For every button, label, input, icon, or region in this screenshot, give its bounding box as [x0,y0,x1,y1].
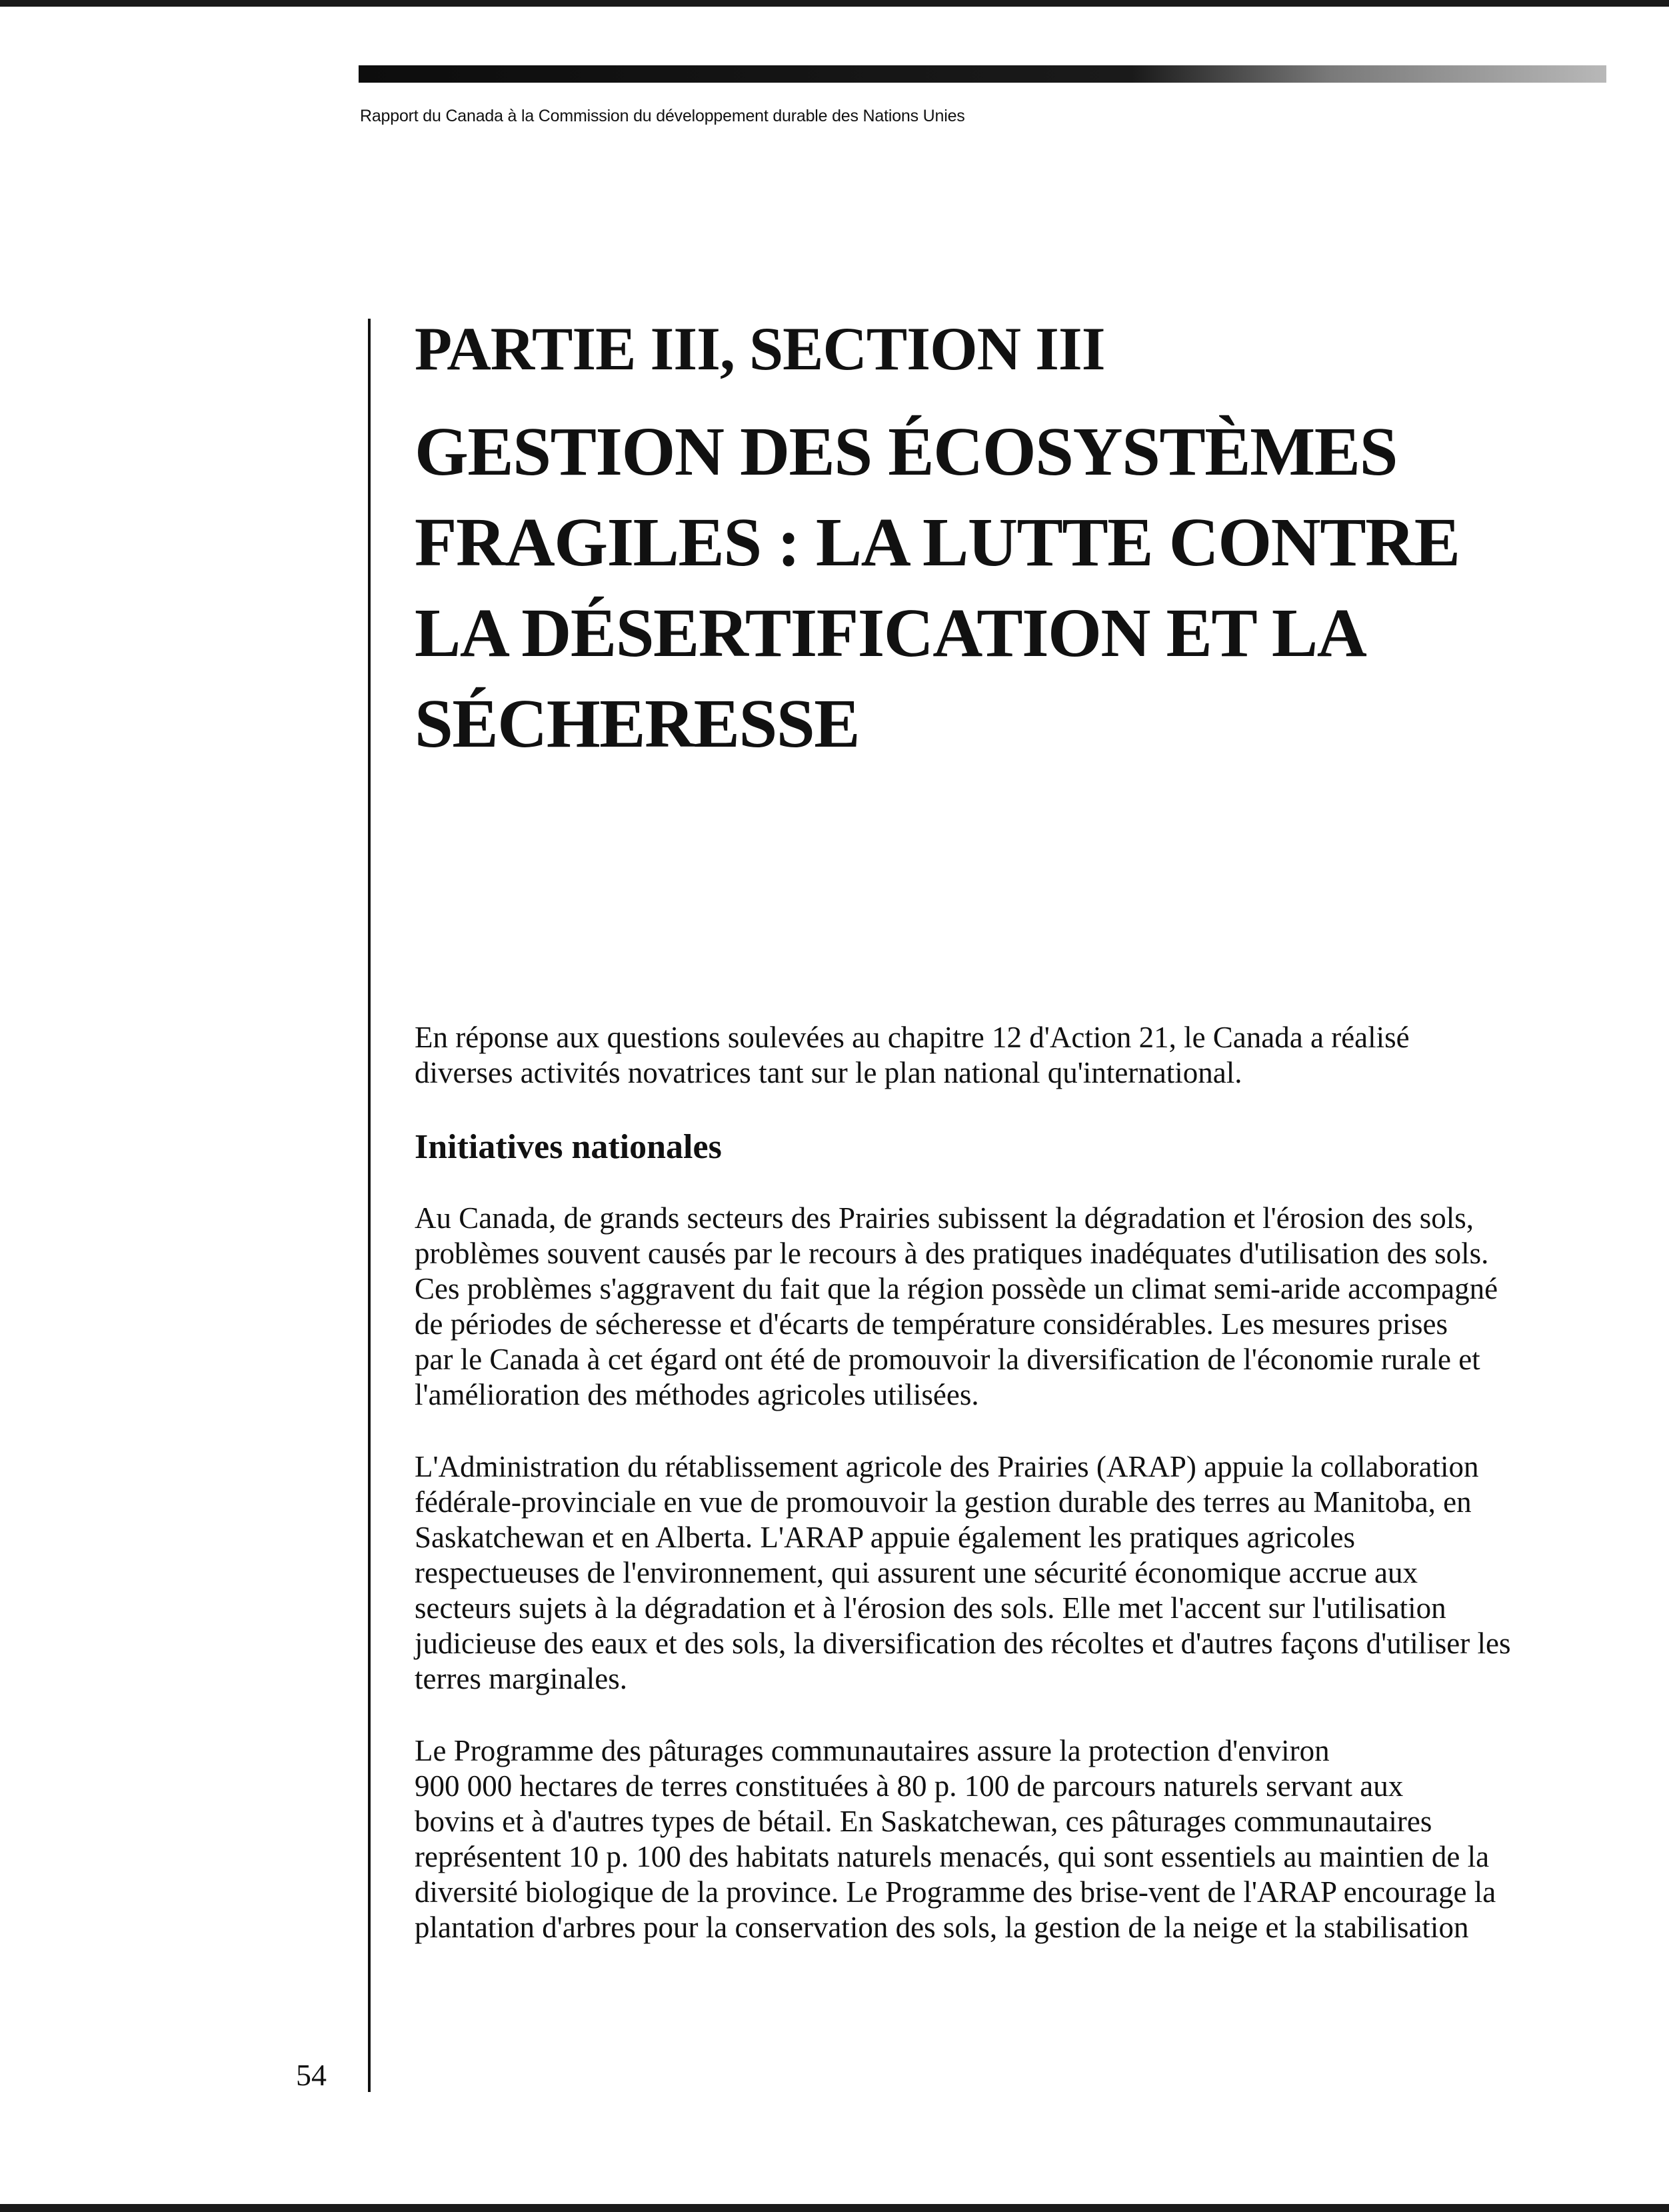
section-heading: Initiatives nationales [415,1128,722,1166]
text-line: fédérale-provinciale en vue de promouvoir la gestion durable des terres au Manitoba, en [415,1485,1472,1519]
page-number: 54 [296,2058,327,2092]
paragraph-prairies [415,1201,1588,1413]
scan-edge-bottom [0,2204,1669,2212]
text-line: Saskatchewan et en Alberta. L'ARAP appuie également les pratiques agricoles [415,1521,1355,1554]
text-line: représentent 10 p. 100 des habitats naturels menacés, qui sont essentiels au maintien de la [415,1840,1490,1873]
text-line: problèmes souvent causés par le recours à des pratiques inadéquates d'utilisation des sols. [415,1237,1489,1270]
scan-edge-top [0,0,1669,7]
text-line: diverses activités novatrices tant sur le plan national qu'international. [415,1056,1242,1089]
running-header: Rapport du Canada à la Commission du développement durable des Nations Unies [360,107,965,125]
text-line: l'amélioration des méthodes agricoles utilisées. [415,1378,979,1411]
text-line: Au Canada, de grands secteurs des Prairies subissent la dégradation et l'érosion des sols, [415,1201,1474,1235]
text-line: 900 000 hectares de terres constituées à 80 p. 100 de parcours naturels servant aux [415,1769,1404,1803]
paragraph-paturages [415,1733,1588,1945]
text-line: L'Administration du rétablissement agricole des Prairies (ARAP) appuie la collaboration [415,1450,1479,1483]
title-line: LA DÉSERTIFICATION ET LA [415,595,1366,671]
left-margin-rule [368,319,371,2092]
text-line: plantation d'arbres pour la conservation des sols, la gestion de la neige et la stabilisation [415,1911,1469,1944]
title-line: SÉCHERESSE [415,685,860,762]
text-line: terres marginales. [415,1662,628,1695]
text-line: Ces problèmes s'aggravent du fait que la région possède un climat semi-aride accompagné [415,1272,1498,1305]
chapter-title [415,407,1601,769]
header-rule-bar [359,65,1606,83]
text-line: Le Programme des pâturages communautaires assure la protection d'environ [415,1734,1330,1767]
text-line: de périodes de sécheresse et d'écarts de température considérables. Les mesures prises [415,1307,1448,1341]
text-line: judicieuse des eaux et des sols, la diversification des récoltes et d'autres façons d'utiliser les [415,1627,1511,1660]
text-line: En réponse aux questions soulevées au chapitre 12 d'Action 21, le Canada a réalisé [415,1021,1410,1054]
intro-paragraph [415,1020,1588,1091]
text-line: bovins et à d'autres types de bétail. En Saskatchewan, ces pâturages communautaires [415,1805,1432,1838]
text-line: par le Canada à cet égard ont été de promouvoir la diversification de l'économie rurale et [415,1343,1480,1376]
title-line: FRAGILES : LA LUTTE CONTRE [415,504,1460,581]
title-line: GESTION DES ÉCOSYSTÈMES [415,413,1398,490]
text-line: diversité biologique de la province. Le Programme des brise-vent de l'ARAP encourage la [415,1875,1496,1909]
part-section-label: PARTIE III, SECTION III [415,315,1105,383]
paragraph-arap [415,1449,1588,1697]
text-line: secteurs sujets à la dégradation et à l'érosion des sols. Elle met l'accent sur l'utilisation [415,1591,1446,1625]
text-line: respectueuses de l'environnement, qui assurent une sécurité économique accrue aux [415,1556,1418,1589]
body-text [415,1020,1588,1982]
